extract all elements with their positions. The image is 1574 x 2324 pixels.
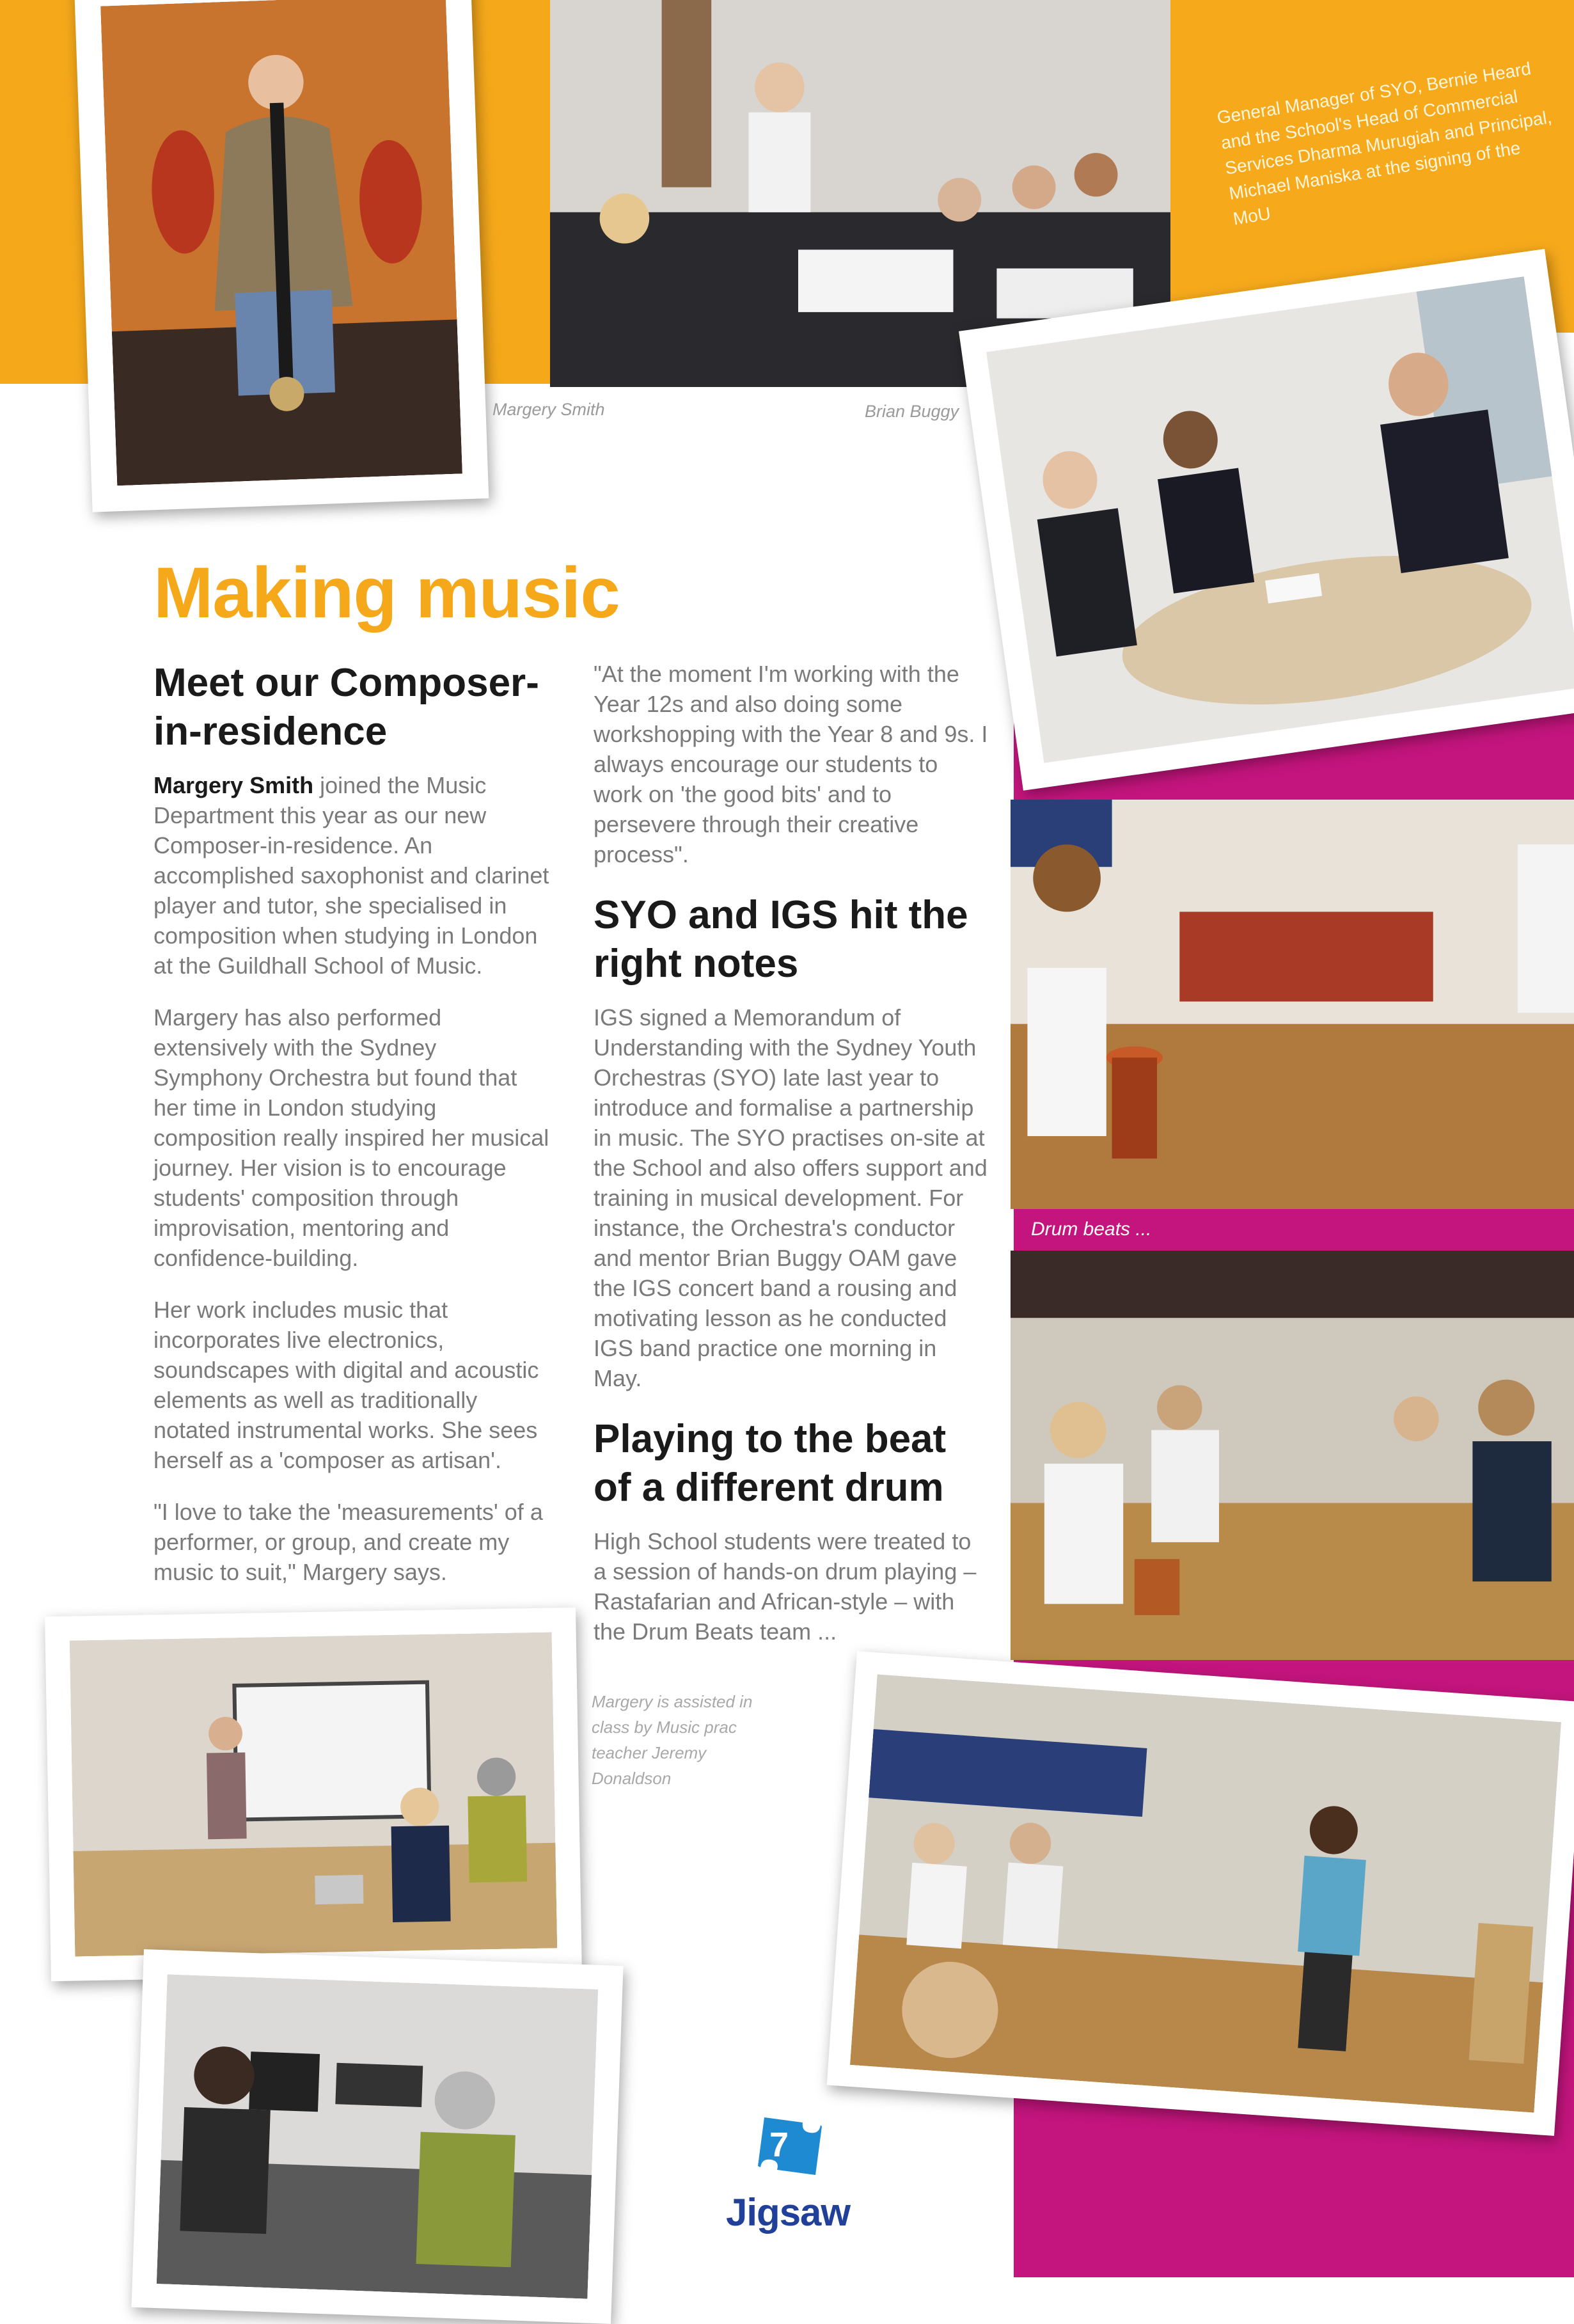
paragraph-quote-year12: "At the moment I'm working with the Year 12s and also doing some workshopping with the Year 8 and 9s. I always encourage our students to work on 'the good bits' and to persevere through their creative process".	[594, 661, 988, 867]
heading-composer-in-residence: Meet our Composer-in-residence	[153, 661, 539, 754]
caption-mou-signing: General Manager of SYO, Bernie Heard and the School's Head of Commercial Services Dharma Murugiah and Principal, Michael Maniska at the signing of the MoU	[1215, 58, 1554, 229]
paragraph-electronics: Her work includes music that incorporates live electronics, soundscapes with digital and acoustic elements as well as traditionally notated instrumental works. She sees herself as a 'composer as artisan'.	[153, 1297, 539, 1473]
paragraph-intro	[153, 770, 550, 981]
paragraph-intro-text: joined the Music Department this year as our new Composer-in-residence. An accomplished saxophonist and clarinet player and tutor, she specialised in composition when studying in London at the Guildhall School of Music.	[153, 772, 549, 979]
paragraph-quote-measurements: "I love to take the 'measurements' of a performer, or group, and create my music to suit," Margery says.	[153, 1499, 543, 1585]
paragraph-drum: High School students were treated to a session of hands-on drum playing – Rastafarian and African-style – with the Drum Beats team ...	[594, 1528, 977, 1645]
caption-margery-smith: Margery Smith	[492, 400, 605, 419]
heading-different-drum: Playing to the beat of a different drum	[594, 1417, 947, 1510]
heading-syo-igs: SYO and IGS hit the right notes	[594, 893, 968, 986]
page-number: 7	[769, 2126, 789, 2164]
left-column	[153, 659, 550, 1609]
photo-drum-girls	[1011, 800, 1574, 1209]
photo-drum-beats-team	[827, 1651, 1574, 2136]
photo-computer-lesson	[131, 1949, 623, 2324]
paragraph-sso: Margery has also performed extensively with the Sydney Symphony Orchestra but found that her time in London studying composition really inspired her musical journey. Her vision is to encourage students' composition through improvisation, mentoring and confidence-building.	[153, 1004, 549, 1271]
photo-mou-signing	[959, 249, 1574, 791]
paragraph-syo: IGS signed a Memorandum of Understanding with the Sydney Youth Orchestras (SYO) late last year to introduce and formalise a partnership in music. The SYO practises on-site at the School and also offers support and training in musical development. For instance, the Orchestra's conductor and mentor Brian Buggy OAM gave the IGS concert band a rousing and motivating lesson as he conducted IGS band practice one morning in May.	[594, 1004, 988, 1391]
caption-margery-assisted: Margery is assisted in class by Music prac teacher Jeremy Donaldson	[592, 1692, 753, 1788]
page-title: Making music	[153, 553, 620, 633]
caption-drum-beats: Drum beats ...	[1031, 1219, 1152, 1240]
name-margery-smith: Margery Smith	[153, 772, 314, 798]
caption-brian-buggy: Brian Buggy	[865, 402, 959, 421]
puzzle-piece-icon	[726, 2111, 860, 2194]
photo-drum-circle	[1011, 1251, 1574, 1660]
jigsaw-wordmark: Jigsaw	[726, 2191, 851, 2234]
photo-margery-smith	[74, 0, 489, 512]
jigsaw-logo	[726, 2111, 860, 2239]
right-column	[594, 659, 990, 1668]
photo-classroom	[45, 1608, 582, 1981]
